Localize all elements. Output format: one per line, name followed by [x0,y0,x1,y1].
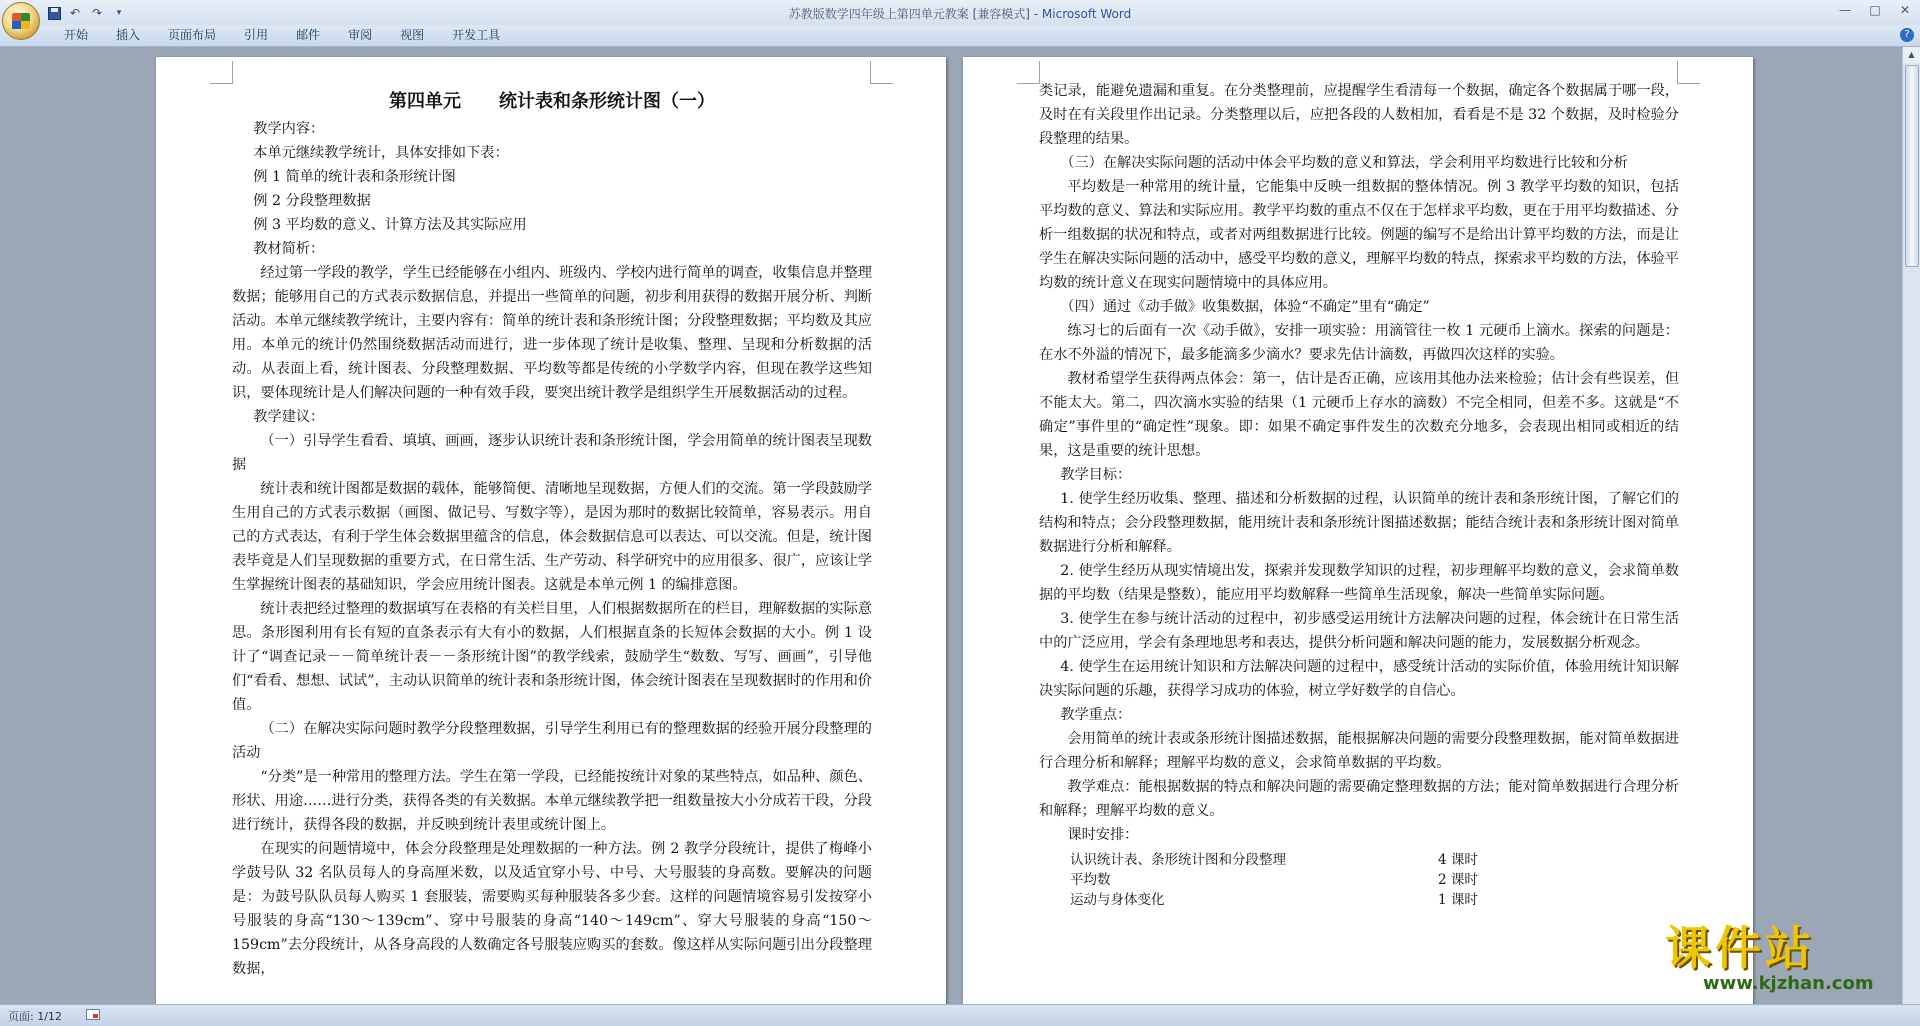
tab-mailings[interactable]: 邮件 [296,28,321,42]
paragraph: 例 1 简单的统计表和条形统计图 [253,169,456,185]
paragraph: 2. 使学生经历从现实情境出发，探索并发现数学知识的过程，初步理解平均数的意义，会求简单数据的平均数（结果是整数），能应用平均数解释一些简单生活现象，解决一些简单实际问题。 [1039,563,1679,603]
watermark-title: 课件站 [1665,921,1815,975]
paragraph: 本单元继续教学统计，具体安排如下表： [253,145,509,161]
schedule-hours: 4 课时 [1438,852,1478,868]
paragraph: 教材希望学生获得两点体会：第一，估计是否正确，应该用其他办法来检验；估计会有些误差，但不能太大。第二，四次滴水实验的结果（1 元硬币上存水的滴数）不完全相同，但差不多。这就是“不确定”事件里的“确定性”现象。即：如果不确定事件发生的次数充分地多，会表现出相同或相近的结果，这是重要的统计思想。 [1039,371,1679,459]
paragraph: （四）通过《动手做》收集数据，体验“不确定”里有“确定” [1060,299,1430,315]
paragraph: “分类”是一种常用的整理方法。学生在第一学段，已经能按统计对象的某些特点，如品种、颜色、形状、用途……进行分类，获得各类的有关数据。本单元继续教学把一组数量按大小分成若干段，分段进行统计，获得各段的数据，并反映到统计表里或统计图上。 [232,769,872,833]
paragraph: 统计表和统计图都是数据的载体，能够简便、清晰地呈现数据，方便人们的交流。第一学段鼓励学生用自己的方式表示数据（画图、做记号、写数字等），是因为那时的数据比较简单，容易表示。用自己的方式表达，有利于学生体会数据里蕴含的信息，体会数据信息可以表达、可以交流。但是，统计图表毕竟是人们呈现数据的重要方式，在日常生活、生产劳动、科学研究中的应用很多、很广，应该让学生掌握统计图表的基础知识，学会应用统计图表。这就是本单元例 1 的编排意图。 [232,481,872,593]
page-1-body [232,87,872,981]
paragraph: 经过第一学段的教学，学生已经能够在小组内、班级内、学校内进行简单的调查，收集信息并整理数据；能够用自己的方式表示数据信息，并提出一些简单的问题，初步利用获得的数据开展分析、判断活动。本单元继续教学统计，主要内容有：简单的统计表和条形统计图；分段整理数据；平均数及其应用。本单元的统计仍然围绕数据活动而进行，进一步体现了统计是收集、整理、呈现和分析数据的活动。从表面上看，统计图表、分段整理数据、平均数等都是传统的小学数学内容，但现在教学这些知识，要体现统计是人们解决问题的一种有效手段，要突出统计教学是组织学生开展数据活动的过程。 [232,265,872,401]
table-row [1070,850,1478,870]
paragraph: 4. 使学生在运用统计知识和方法解决问题的过程中，感受统计活动的实际价值，体验用统计知识解决实际问题的乐趣，获得学习成功的体验，树立学好数学的自信心。 [1039,659,1679,699]
paragraph: （三）在解决实际问题的活动中体会平均数的意义和算法，学会利用平均数进行比较和分析 [1060,155,1628,171]
paragraph: （一）引导学生看看、填填、画画，逐步认识统计表和条形统计图，学会用简单的统计图表呈现数据 [232,433,872,473]
heading-unit: 第四单元 [389,91,461,112]
tab-review[interactable]: 审阅 [348,28,373,42]
page-2-body [1039,79,1679,910]
tab-references[interactable]: 引用 [244,28,269,42]
close-button[interactable]: ✕ [1899,3,1911,17]
window-controls [1830,0,1920,22]
paragraph: 教学难点：能根据数据的特点和解决问题的需要确定整理数据的方法；能对简单数据进行合理分析和解释；理解平均数的意义。 [1039,779,1679,819]
crop-mark [1017,61,1040,84]
app-name: Microsoft Word [1041,7,1132,21]
watermark-url: www.kjzhan.com [1703,973,1874,994]
watermark-logo [1665,922,1900,1002]
tab-page-layout[interactable]: 页面布局 [168,28,217,42]
paragraph: 例 2 分段整理数据 [253,193,371,209]
undo-icon[interactable]: ↶ [69,6,81,20]
tab-insert[interactable]: 插入 [116,28,141,42]
tab-developer[interactable]: 开发工具 [452,28,501,42]
help-icon[interactable]: ? [1900,28,1914,42]
schedule-hours: 2 课时 [1438,872,1478,888]
paragraph: 课时安排： [1067,827,1139,843]
paragraph: 3. 使学生在参与统计活动的过程中，初步感受运用统计方法解决问题的过程，体会统计在日常生活中的广泛应用，学会有条理地思考和表达，提供分析问题和解决问题的能力，发展数据分析观念。 [1039,611,1679,651]
office-logo-icon [12,13,30,29]
paragraph: 会用简单的统计表或条形统计图描述数据，能根据解决问题的需要分段整理数据，能对简单数据进行合理分析和解释；理解平均数的意义，会求简单数据的平均数。 [1039,731,1679,771]
redo-icon[interactable]: ↷ [91,6,103,20]
crop-mark [870,61,893,84]
paragraph: 教学目标： [1060,467,1132,483]
heading-topic: 统计表和条形统计图（一） [499,91,715,112]
maximize-button[interactable]: □ [1869,3,1881,17]
ribbon-tab-bar [0,25,1920,47]
document-page-1[interactable] [156,57,946,1004]
paragraph: （二）在解决实际问题时教学分段整理数据，引导学生利用已有的整理数据的经验开展分段整理的活动 [232,721,872,761]
tab-view[interactable]: 视图 [400,28,425,42]
paragraph: 教材简析： [253,241,325,257]
table-row [1070,890,1478,910]
crop-mark [1677,61,1700,84]
paragraph: 教学内容： [253,121,325,137]
paragraph: 在现实的问题情境中，体会分段整理是处理数据的一种方法。例 2 教学分段统计，提供了梅峰小学鼓号队 32 名队员每人的身高厘米数，以及适宜穿小号、中号、大号服装的身高数。要解决的问题是：为鼓号队队员每人购买 1 套服装，需要购买每种服装各多少套。这样的问题情境容易引发按穿小号服装的身高“130～139cm”、穿中号服装的身高“140～149cm”、穿大号服装的身高“150～159cm”去分段统计，从各身高段的人数确定各号服装应购买的套数。像这样从实际问题引出分段整理数据， [232,841,872,977]
ribbon-tabs [50,25,514,46]
paragraph: 平均数是一种常用的统计量，它能集中反映一组数据的整体情况。例 3 教学平均数的知识，包括平均数的意义、算法和实际应用。教学平均数的重点不仅在于怎样求平均数，更在于用平均数描述、分析一组数据的状况和特点，或者对两组数据进行比较。例题的编写不是给出计算平均数的方法，而是让学生在解决实际问题的活动中，感受平均数的意义，理解平均数的特点，探索求平均数的方法，体验平均数的统计意义在现实问题情境中的具体应用。 [1039,179,1679,291]
document-area [0,47,1902,1004]
paragraph: 练习七的后面有一次《动手做》，安排一项实验：用滴管往一枚 1 元硬币上滴水。探索的问题是：在水不外溢的情况下，最多能滴多少滴水？要求先估计滴数，再做四次这样的实验。 [1039,323,1679,363]
office-button[interactable] [2,2,40,40]
paragraph: 1. 使学生经历收集、整理、描述和分析数据的过程，认识简单的统计表和条形统计图，了解它们的结构和特点；会分段整理数据，能用统计表和条形统计图描述数据；能结合统计表和条形统计图对简单数据进行分析和解释。 [1039,491,1679,555]
paragraph: 教学重点： [1060,707,1132,723]
title-bar [0,0,1920,25]
page-heading [232,87,872,117]
vertical-scrollbar[interactable] [1902,47,1920,1004]
paragraph: 例 3 平均数的意义、计算方法及其实际应用 [253,217,527,233]
crop-mark [210,61,233,84]
scroll-up-icon[interactable]: ▲ [1903,47,1920,63]
paragraph: 类记录，能避免遗漏和重复。在分类整理前，应提醒学生看清每一个数据，确定各个数据属于哪一段，及时在有关段里作出记录。分类整理以后，应把各段的人数相加，看看是不是 32 个数据，及时检验分段整理的结果。 [1039,83,1679,147]
schedule-hours: 1 课时 [1438,892,1478,908]
schedule-table [1070,850,1478,910]
document-page-2[interactable] [963,57,1753,1004]
window-title [0,5,1920,22]
schedule-item: 认识统计表、条形统计图和分段整理 [1070,852,1286,868]
tab-home[interactable]: 开始 [64,28,89,42]
scroll-thumb[interactable] [1905,65,1919,267]
table-row [1070,870,1478,890]
schedule-item: 平均数 [1070,872,1111,888]
minimize-button[interactable]: — [1839,3,1851,17]
schedule-item: 运动与身体变化 [1070,892,1165,908]
paragraph: 统计表把经过整理的数据填写在表格的有关栏目里，人们根据数据所在的栏目，理解数据的实际意思。条形图利用有长有短的直条表示有大有小的数据，人们根据直条的长短体会数据的大小。例 1 设计了“调查记录－－简单统计表－－条形统计图”的教学线索，鼓励学生“数数、写写、画画”，引导他们“看看、想想、试试”，主动认识简单的统计表和条形统计图，体会统计图表在呈现数据时的作用和价值。 [232,601,872,713]
paragraph: 教学建议： [253,409,325,425]
page-indicator[interactable]: 页面: 1/12 [8,1010,62,1023]
document-name: 苏教版数学四年级上第四单元教案 [兼容模式] - [788,7,1042,21]
status-bar [0,1004,1920,1026]
customize-qat-icon[interactable]: ▾ [116,8,122,18]
proofing-icon[interactable] [86,1009,100,1020]
